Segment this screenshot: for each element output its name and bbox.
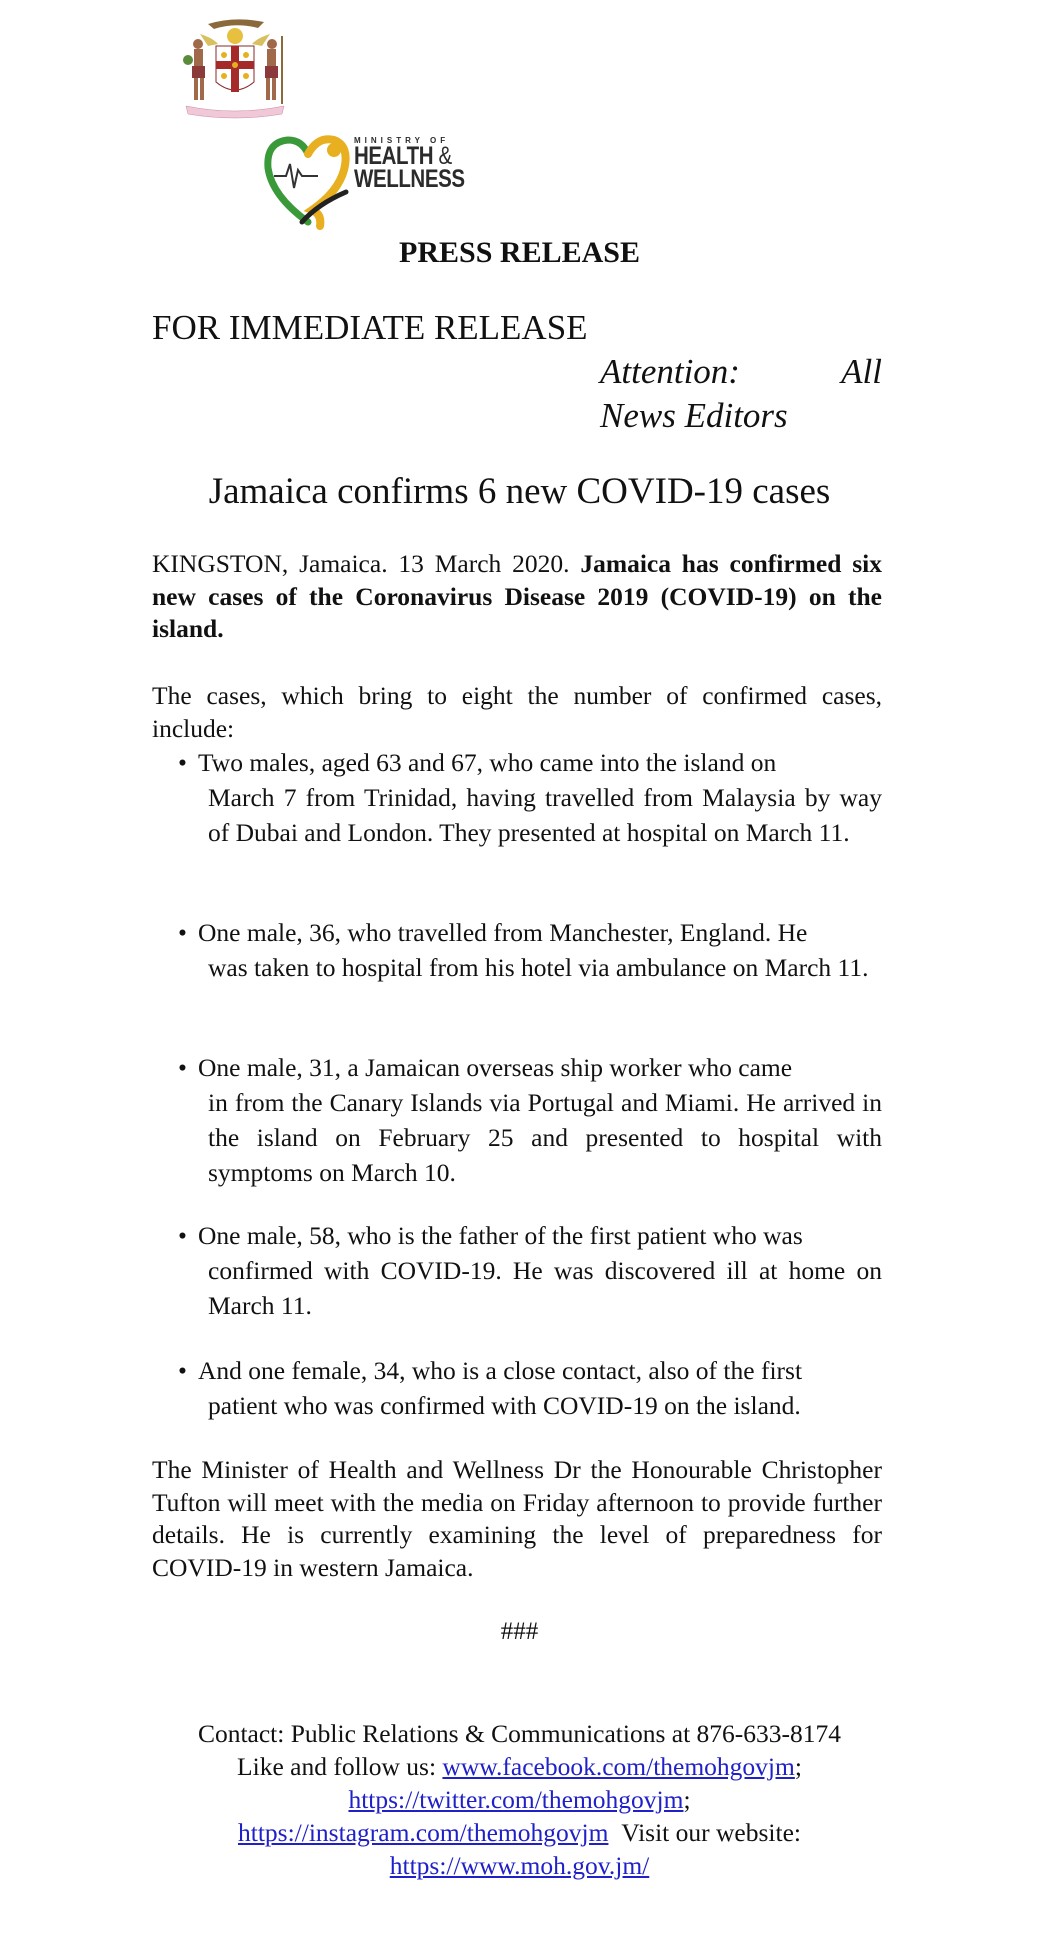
case-list-item — [178, 915, 882, 985]
intro-paragraph: The cases, which bring to eight the number of confirmed cases, include: — [152, 681, 882, 743]
attention-label: Attention: — [600, 352, 740, 391]
website-link[interactable]: https://www.moh.gov.jm/ — [389, 1851, 650, 1880]
case-text-first: One male, 36, who travelled from Manchester, England. He — [198, 918, 808, 947]
minister-paragraph: The Minister of Health and Wellness Dr the Honourable Christopher Tufton will meet with the media on Friday afternoon to provide further details. He is currently examining the level of preparedness for COVID-19 in western Jamaica. — [152, 1455, 882, 1582]
contact-line: Contact: Public Relations & Communications at 876-633-8174 — [197, 1719, 842, 1748]
case-text-rest: confirmed with COVID-19. He was discovered ill at home on March 11. — [208, 1256, 882, 1320]
case-text-first: One male, 58, who is the father of the first patient who was — [198, 1221, 803, 1250]
attention-recipients: News Editors — [600, 396, 788, 435]
facebook-link[interactable]: www.facebook.com/themohgovjm — [442, 1752, 795, 1781]
case-list-item — [178, 1218, 882, 1323]
case-text-first: And one female, 34, who is a close contact, also of the first — [198, 1356, 803, 1385]
press-release-title: PRESS RELEASE — [399, 236, 640, 269]
lead-paragraph — [152, 548, 882, 646]
twitter-line — [0, 1783, 1039, 1816]
case-list-item — [178, 745, 882, 850]
instagram-link[interactable]: https://instagram.com/themohgovjm — [238, 1818, 609, 1847]
ministry-wordmark — [354, 136, 489, 191]
case-text-rest: was taken to hospital from his hotel via ambulance on March 11. — [208, 953, 869, 982]
ministry-of-label: MINISTRY OF — [354, 136, 450, 145]
headline: Jamaica confirms 6 new COVID-19 cases — [208, 471, 831, 512]
follow-line — [0, 1750, 1039, 1783]
case-list-item — [178, 1050, 882, 1190]
bullet-icon: • — [178, 748, 187, 777]
case-text-first: Two males, aged 63 and 67, who came into the island on — [198, 748, 777, 777]
attention-line — [600, 350, 882, 394]
heart-pulse-icon — [262, 130, 354, 230]
ampersand-label: & — [438, 142, 452, 170]
health-label: HEALTH — [354, 142, 434, 170]
attention-block — [600, 350, 882, 438]
bullet-icon: • — [178, 918, 187, 947]
ministry-of-health-logo — [262, 130, 465, 230]
website-line — [0, 1849, 1039, 1882]
separator: ; — [683, 1785, 691, 1814]
case-list-item — [178, 1353, 882, 1423]
wellness-label: WELLNESS — [354, 165, 465, 193]
case-text-rest: March 7 from Trinidad, having travelled from Malaysia by way of Dubai and London. They presented at hospital on March 11. — [208, 783, 882, 847]
dateline: KINGSTON, Jamaica. 13 March 2020. — [152, 549, 581, 578]
case-text-rest: in from the Canary Islands via Portugal and Miami. He arrived in the island on February 25 and presented to hospital with symptoms on March 10. — [208, 1088, 882, 1187]
end-mark: ### — [500, 1618, 539, 1645]
visit-label: Visit our website: — [621, 1818, 801, 1847]
instagram-line — [0, 1816, 1039, 1849]
case-text-first: One male, 31, a Jamaican overseas ship worker who came — [198, 1053, 793, 1082]
case-text-rest: patient who was confirmed with COVID-19 on the island. — [208, 1391, 801, 1420]
contact-block — [0, 1717, 1039, 1882]
for-immediate-release: FOR IMMEDIATE RELEASE — [152, 308, 588, 347]
follow-label: Like and follow us: — [237, 1752, 443, 1781]
attention-all: All — [841, 352, 882, 391]
coat-of-arms-icon — [178, 16, 292, 120]
bullet-icon: • — [178, 1221, 187, 1250]
jamaica-coat-of-arms-logo — [178, 16, 292, 120]
twitter-link[interactable]: https://twitter.com/themohgovjm — [348, 1785, 684, 1814]
bullet-icon: • — [178, 1053, 187, 1082]
separator: ; — [794, 1752, 802, 1781]
lead-bold: Jamaica has confirmed six new cases of the Coronavirus Disease 2019 (COVID-19) on the island. — [152, 549, 882, 643]
bullet-icon: • — [178, 1356, 187, 1385]
